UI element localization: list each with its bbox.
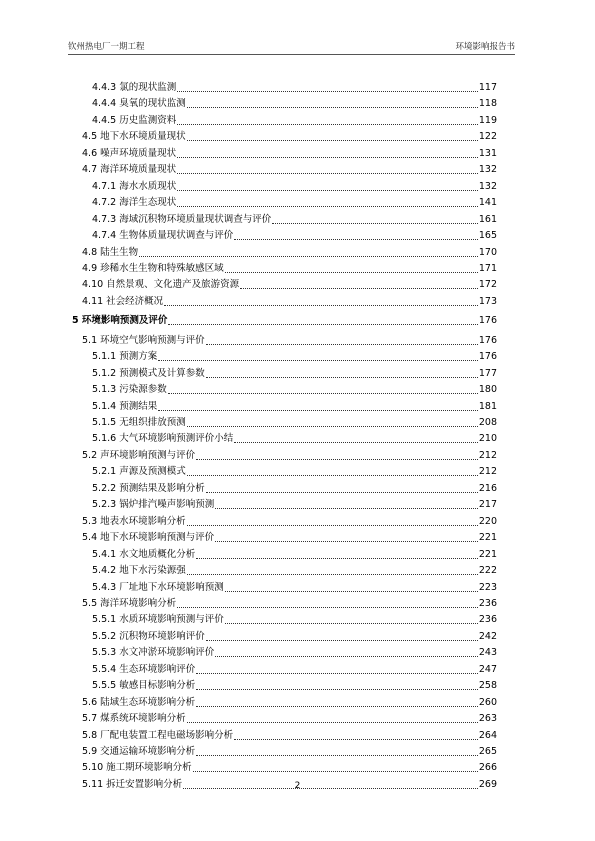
toc-entry[interactable] — [82, 711, 497, 725]
toc-leader-dots — [187, 574, 478, 575]
toc-leader-dots — [168, 324, 477, 325]
toc-entry-page: 236 — [478, 614, 497, 626]
toc-entry-title: 5.1.4 预测结果 — [92, 400, 158, 412]
header-document-type: 环境影响报告书 — [455, 42, 515, 52]
toc-entry-page: 177 — [478, 367, 497, 379]
toc-entry-title: 5.1.6 大气环境影响预测评价小结 — [92, 433, 234, 445]
toc-entry-title: 4.11 社会经济概况 — [82, 295, 164, 307]
toc-entry-title: 5.1.5 无组织排放预测 — [92, 417, 186, 428]
toc-entry-title: 5.4.2 地下水污染源强 — [92, 565, 186, 577]
toc-entry-page: 117 — [478, 82, 497, 93]
toc-entry-page: 269 — [478, 778, 497, 790]
toc-entry-page: 165 — [478, 230, 497, 242]
toc-entry-title: 5.6 陆域生态环境影响分析 — [82, 696, 196, 708]
toc-entry[interactable] — [92, 399, 497, 413]
toc-entry-title: 5.2.2 预测结果及影响分析 — [92, 482, 205, 494]
toc-leader-dots — [234, 442, 478, 443]
header-project-title: 钦州热电厂一期工程 — [68, 42, 145, 52]
toc-entry[interactable] — [92, 415, 497, 429]
toc-entry-page: 181 — [478, 400, 497, 412]
toc-leader-dots — [177, 173, 478, 174]
toc-leader-dots — [240, 288, 478, 289]
toc-entry[interactable] — [92, 563, 497, 577]
toc-entry-title: 5.4.3 厂址地下水环境影响预测 — [92, 581, 224, 593]
toc-entry-title: 5.1.1 预测方案 — [92, 351, 158, 363]
toc-leader-dots — [206, 344, 478, 345]
toc-entry-title: 5.1.2 预测模式及计算参数 — [92, 367, 205, 379]
toc-leader-dots — [177, 124, 478, 125]
toc-leader-dots — [177, 206, 478, 207]
toc-entry-page: 180 — [478, 384, 497, 396]
toc-entry-title: 5.4.1 水文地质概化分析 — [92, 548, 196, 560]
toc-entry[interactable] — [82, 596, 497, 610]
toc-leader-dots — [225, 623, 478, 624]
toc-entry-page: 176 — [478, 351, 497, 363]
toc-leader-dots — [206, 377, 478, 378]
toc-entry-title: 4.5 地下水环境质量现状 — [82, 131, 186, 143]
toc-leader-dots — [158, 410, 478, 411]
toc-entry-page: 122 — [478, 131, 497, 143]
toc-entry-page: 221 — [478, 548, 497, 560]
toc-entry-page: 247 — [478, 663, 497, 675]
toc-entry-title: 5.1.3 污染源参数 — [92, 384, 167, 396]
toc-entry[interactable] — [92, 612, 497, 626]
toc-entry-page: 221 — [478, 532, 497, 544]
toc-entry-title: 5.1 环境空气影响预测与评价 — [82, 334, 205, 346]
toc-entry[interactable] — [92, 228, 497, 242]
toc-entry-page: 242 — [478, 630, 497, 642]
toc-entry-page: 119 — [478, 114, 497, 126]
toc-leader-dots — [206, 492, 478, 493]
toc-entry-title: 5.5.3 水文冲淤环境影响评价 — [92, 647, 215, 659]
toc-entry-title: 5.7 煤系统环境影响分析 — [82, 713, 186, 725]
toc-entry[interactable] — [92, 431, 497, 445]
toc-entry[interactable] — [92, 382, 497, 396]
toc-entry[interactable] — [92, 366, 497, 380]
toc-entry-title: 5.2 声环境影响预测与评价 — [82, 449, 196, 461]
toc-leader-dots — [187, 475, 478, 476]
toc-entry-title: 4.4.5 历史监测资料 — [92, 114, 177, 126]
toc-entry-page: 131 — [478, 147, 497, 159]
toc-entry[interactable] — [92, 179, 497, 193]
toc-leader-dots — [196, 558, 478, 559]
toc-entry-title: 5.11 拆迁安置影响分析 — [82, 778, 183, 790]
toc-entry-title: 5.5 海洋环境影响分析 — [82, 597, 177, 609]
toc-leader-dots — [193, 771, 478, 772]
toc-entry-page: 176 — [478, 334, 497, 346]
page-header — [68, 40, 515, 55]
toc-entry-page: 161 — [478, 213, 497, 225]
toc-entry-title: 4.7.1 海水水质现状 — [92, 180, 177, 192]
toc-entry-page: 210 — [478, 433, 497, 445]
toc-entry-page: 212 — [478, 466, 497, 478]
toc-entry-page: 263 — [478, 713, 497, 725]
toc-entry-page: 265 — [478, 746, 497, 757]
toc-entry-title: 5.5.2 沉积物环境影响评价 — [92, 630, 205, 642]
toc-leader-dots — [187, 140, 478, 141]
toc-leader-dots — [225, 591, 478, 592]
toc-leader-dots — [225, 272, 478, 273]
toc-entry-title: 5.2.1 声源及预测模式 — [92, 466, 186, 478]
toc-entry[interactable] — [82, 530, 497, 544]
toc-entry-page: 236 — [478, 597, 497, 609]
toc-entry[interactable] — [92, 195, 497, 209]
toc-entry-title: 5.5.1 水质环境影响预测与评价 — [92, 614, 224, 626]
toc-leader-dots — [187, 426, 478, 427]
toc-leader-dots — [187, 722, 478, 723]
toc-entry-title: 4.10 自然景观、文化遗产及旅游资源 — [82, 279, 240, 291]
toc-leader-dots — [234, 239, 478, 240]
page-number: 2 — [294, 781, 301, 791]
toc-entry-title: 4.7 海洋环境质量现状 — [82, 164, 177, 176]
toc-entry-title: 4.6 噪声环境质量现状 — [82, 147, 177, 159]
toc-leader-dots — [206, 640, 478, 641]
toc-entry[interactable] — [82, 294, 497, 308]
toc-leader-dots — [215, 508, 478, 509]
toc-entry[interactable] — [92, 464, 497, 478]
toc-entry[interactable] — [92, 662, 497, 676]
toc-entry-page: 141 — [478, 197, 497, 209]
toc-entry[interactable] — [92, 212, 497, 226]
toc-leader-dots — [187, 525, 478, 526]
toc-entry-page: 220 — [478, 515, 497, 527]
toc-entry-page: 258 — [478, 680, 497, 692]
toc-entry[interactable] — [92, 349, 497, 363]
toc-entry[interactable] — [82, 129, 497, 143]
toc-leader-dots — [196, 689, 478, 690]
toc-entry-page: 212 — [478, 449, 497, 461]
toc-entry-title: 5 环境影响预测及评价 — [72, 315, 168, 327]
toc-entry-title: 4.9 珍稀水生生物和特殊敏感区域 — [82, 262, 224, 274]
toc-entry[interactable] — [92, 497, 497, 511]
toc-leader-dots — [177, 91, 478, 92]
toc-leader-dots — [177, 190, 478, 191]
toc-leader-dots — [196, 755, 478, 756]
toc-entry-page: 264 — [478, 729, 497, 741]
toc-entry[interactable] — [82, 333, 497, 347]
toc-leader-dots — [164, 305, 478, 306]
toc-leader-dots — [177, 157, 478, 158]
toc-entry-title: 5.5.4 生态环境影响评价 — [92, 663, 196, 675]
toc-entry-title: 5.2.3 锅炉排汽噪声影响预测 — [92, 499, 215, 511]
toc-entry[interactable] — [92, 678, 497, 692]
toc-entry-page: 260 — [478, 696, 497, 708]
toc-leader-dots — [215, 541, 478, 542]
toc-leader-dots — [196, 673, 478, 674]
toc-entry-page: 176 — [478, 315, 497, 327]
toc-entry-page: 243 — [478, 647, 497, 659]
toc-entry-page: 132 — [478, 164, 497, 176]
toc-leader-dots — [168, 393, 478, 394]
toc-entry-title: 5.5.5 敏感目标影响分析 — [92, 680, 196, 692]
toc-entry[interactable] — [82, 261, 497, 275]
toc-entry[interactable] — [92, 629, 497, 643]
toc-leader-dots — [196, 706, 478, 707]
toc-entry-page: 266 — [478, 762, 497, 774]
toc-entry-page: 132 — [478, 180, 497, 192]
toc-entry-title: 4.4.4 臭氧的现状监测 — [92, 98, 186, 110]
toc-leader-dots — [139, 256, 478, 257]
toc-entry-title: 4.7.3 海域沉积物环境质量现状调查与评价 — [92, 213, 272, 225]
toc-entry-page: 118 — [478, 98, 497, 110]
toc-entry[interactable] — [82, 760, 497, 774]
toc-entry-page: 217 — [478, 499, 497, 511]
toc-entry-page: 173 — [478, 295, 497, 307]
toc-entry[interactable] — [82, 744, 497, 758]
toc-entry[interactable] — [82, 448, 497, 462]
toc-entry-title: 5.10 施工期环境影响分析 — [82, 762, 192, 774]
toc-entry[interactable] — [82, 146, 497, 160]
toc-entry[interactable] — [92, 645, 497, 659]
toc-entry[interactable] — [82, 277, 497, 291]
toc-entry[interactable] — [72, 313, 497, 327]
toc-entry[interactable] — [92, 80, 497, 94]
toc-leader-dots — [196, 459, 478, 460]
toc-entry-page: 223 — [478, 581, 497, 593]
toc-leader-dots — [187, 107, 478, 108]
toc-entry[interactable] — [82, 728, 497, 742]
toc-entry-title: 5.8 厂配电装置工程电磁场影响分析 — [82, 729, 234, 741]
toc-entry-title: 5.4 地下水环境影响预测与评价 — [82, 532, 215, 544]
toc-entry[interactable] — [92, 580, 497, 594]
toc-entry[interactable] — [82, 514, 497, 528]
toc-entry-title: 4.4.3 氯的现状监测 — [92, 82, 177, 93]
toc-entry-page: 208 — [478, 417, 497, 428]
toc-entry[interactable] — [92, 547, 497, 561]
toc-entry[interactable] — [82, 695, 497, 709]
toc-leader-dots — [234, 739, 478, 740]
toc-leader-dots — [272, 223, 478, 224]
toc-entry-page: 172 — [478, 279, 497, 291]
toc-leader-dots — [215, 656, 478, 657]
toc-entry-title: 5.9 交通运输环境影响分析 — [82, 746, 196, 757]
toc-leader-dots — [177, 607, 478, 608]
toc-entry-page: 170 — [478, 246, 497, 258]
toc-entry-title: 5.3 地表水环境影响分析 — [82, 515, 186, 527]
toc-entry-title: 4.7.2 海洋生态现状 — [92, 197, 177, 209]
toc-entry-page: 171 — [478, 262, 497, 274]
toc-entry-page: 222 — [478, 565, 497, 577]
toc-leader-dots — [158, 360, 478, 361]
toc-entry[interactable] — [92, 113, 497, 127]
toc-entry[interactable] — [82, 245, 497, 259]
toc-entry-title: 4.7.4 生物体质量现状调查与评价 — [92, 230, 234, 242]
toc-entry-title: 4.8 陆生生物 — [82, 246, 139, 258]
toc-entry[interactable] — [92, 96, 497, 110]
toc-entry[interactable] — [92, 481, 497, 495]
toc-entry-page: 216 — [478, 482, 497, 494]
toc-entry[interactable] — [82, 162, 497, 176]
